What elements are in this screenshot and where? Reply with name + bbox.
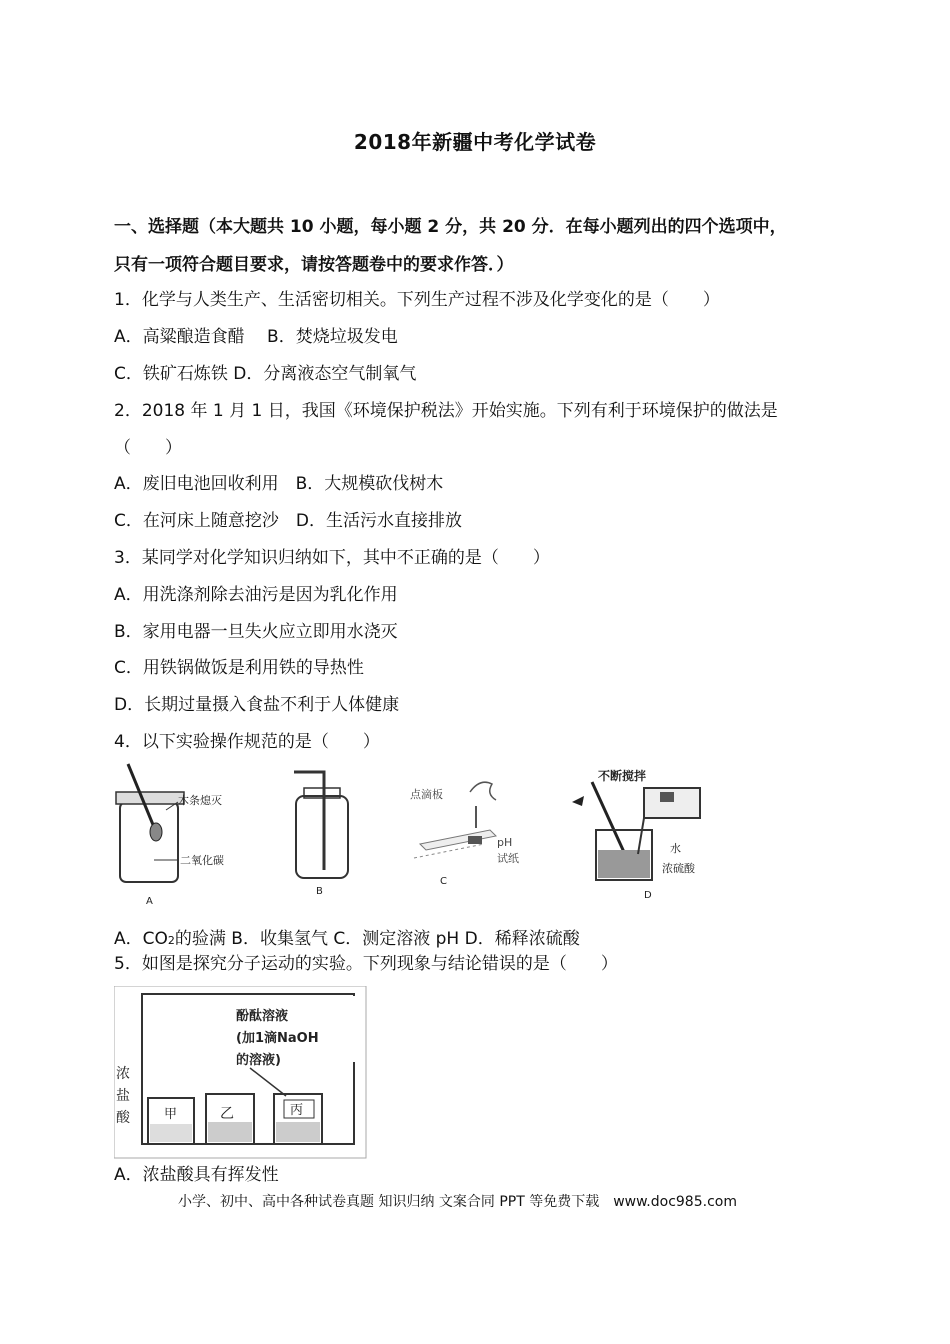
question-3-option-d: D．长期过量摄入食盐不利于人体健康 bbox=[114, 695, 400, 715]
question-2-stem: 2．2018 年 1 月 1 日，我国《环境保护税法》开始实施。下列有利于环境保护的做法是 bbox=[114, 401, 778, 421]
figure-a-caption: A bbox=[146, 896, 153, 907]
section-heading-line2: 只有一项符合题目要求，请按答题卷中的要求作答．） bbox=[114, 255, 514, 275]
figure-d-note-water: 水 bbox=[670, 842, 681, 855]
figure-5-note-1: 酚酞溶液 bbox=[236, 1009, 289, 1024]
question-1-options-row2: C．铁矿石炼铁 D．分离液态空气制氧气 bbox=[114, 364, 417, 384]
beaker-jia bbox=[148, 1098, 194, 1144]
lab-operations-diagram bbox=[114, 762, 714, 910]
figure-b-caption: B bbox=[316, 886, 323, 897]
figure-5-left-label-3: 酸 bbox=[116, 1110, 130, 1126]
question-4-options-part2: 的验满 B．收集氢气 C．测定溶液 pH D．稀释浓硫酸 bbox=[174, 929, 580, 949]
molecule-motion-diagram bbox=[114, 986, 368, 1160]
figure-b-collect-hydrogen bbox=[294, 772, 348, 897]
beaker-label-bing: 丙 bbox=[290, 1103, 304, 1118]
beaker-label-yi: 乙 bbox=[220, 1106, 234, 1122]
page-footer: 小学、初中、高中各种试卷真题 知识归纳 文案合同 PPT 等免费下载 www.doc985.com bbox=[178, 1194, 737, 1210]
question-3-option-a: A．用洗涤剂除去油污是因为乳化作用 bbox=[114, 585, 398, 605]
figure-a-co2-jar bbox=[116, 764, 224, 907]
beaker-label-jia: 甲 bbox=[164, 1107, 178, 1122]
figure-d-caption: D bbox=[644, 890, 652, 901]
question-1-stem: 1．化学与人类生产、生活密切相关。下列生产过程不涉及化学变化的是（ ） bbox=[114, 290, 720, 310]
figure-c-caption: C bbox=[440, 876, 447, 887]
figure-d-note-stir: 不断搅拌 bbox=[598, 769, 647, 783]
figure-5-left-label-1: 浓 bbox=[116, 1066, 130, 1082]
section-heading-line1: 一、选择题（本大题共 10 小题，每小题 2 分，共 20 分．在每小题列出的四个选项中， bbox=[114, 217, 787, 237]
figure-c-note-paper: 试纸 bbox=[497, 852, 519, 865]
figure-c-ph-test bbox=[410, 782, 519, 887]
question-3-option-c: C．用铁锅做饭是利用铁的导热性 bbox=[114, 658, 364, 678]
figure-a-note-extinguished: 木条熄灭 bbox=[178, 794, 222, 807]
question-3-stem: 3．某同学对化学知识归纳如下，其中不正确的是（ ） bbox=[114, 548, 550, 568]
question-4-options-part1: A．CO bbox=[114, 929, 168, 949]
question-4-options-subscript: 2 bbox=[167, 934, 175, 947]
figure-a-note-co2: 二氧化碳 bbox=[180, 854, 224, 867]
page-title: 2018年新疆中考化学试卷 bbox=[353, 130, 597, 154]
question-3-option-b: B．家用电器一旦失火应立即用水浇灭 bbox=[114, 622, 398, 642]
question-2-options-row2: C．在河床上随意挖沙 D．生活污水直接排放 bbox=[114, 511, 462, 531]
figure-5-note-3: 的溶液) bbox=[236, 1053, 281, 1068]
figure-c-note-ph: pH bbox=[497, 836, 513, 849]
question-4-figure bbox=[114, 762, 714, 910]
beaker-yi bbox=[206, 1094, 254, 1144]
figure-5-note-2: (加1滴NaOH bbox=[236, 1031, 319, 1046]
beaker-bing bbox=[274, 1094, 322, 1144]
question-4-options bbox=[114, 928, 580, 952]
figure-d-dilute-acid bbox=[572, 768, 700, 901]
question-4-stem: 4．以下实验操作规范的是（ ） bbox=[114, 732, 380, 752]
figure-c-note-spot-plate: 点滴板 bbox=[410, 788, 443, 801]
figure-5-left-label-2: 盐 bbox=[116, 1088, 130, 1104]
question-5-option-a: A．浓盐酸具有挥发性 bbox=[114, 1165, 279, 1185]
question-2-options-row1: A．废旧电池回收利用 B．大规模砍伐树木 bbox=[114, 474, 444, 494]
question-5-figure bbox=[114, 986, 368, 1160]
figure-d-note-acid: 浓硫酸 bbox=[662, 862, 695, 875]
question-5-stem: 5．如图是探究分子运动的实验。下列现象与结论错误的是（ ） bbox=[114, 954, 618, 974]
question-2-stem-cont: （ ） bbox=[114, 438, 182, 458]
question-1-options-row1: A．高粱酿造食醋 B．焚烧垃圾发电 bbox=[114, 327, 398, 347]
